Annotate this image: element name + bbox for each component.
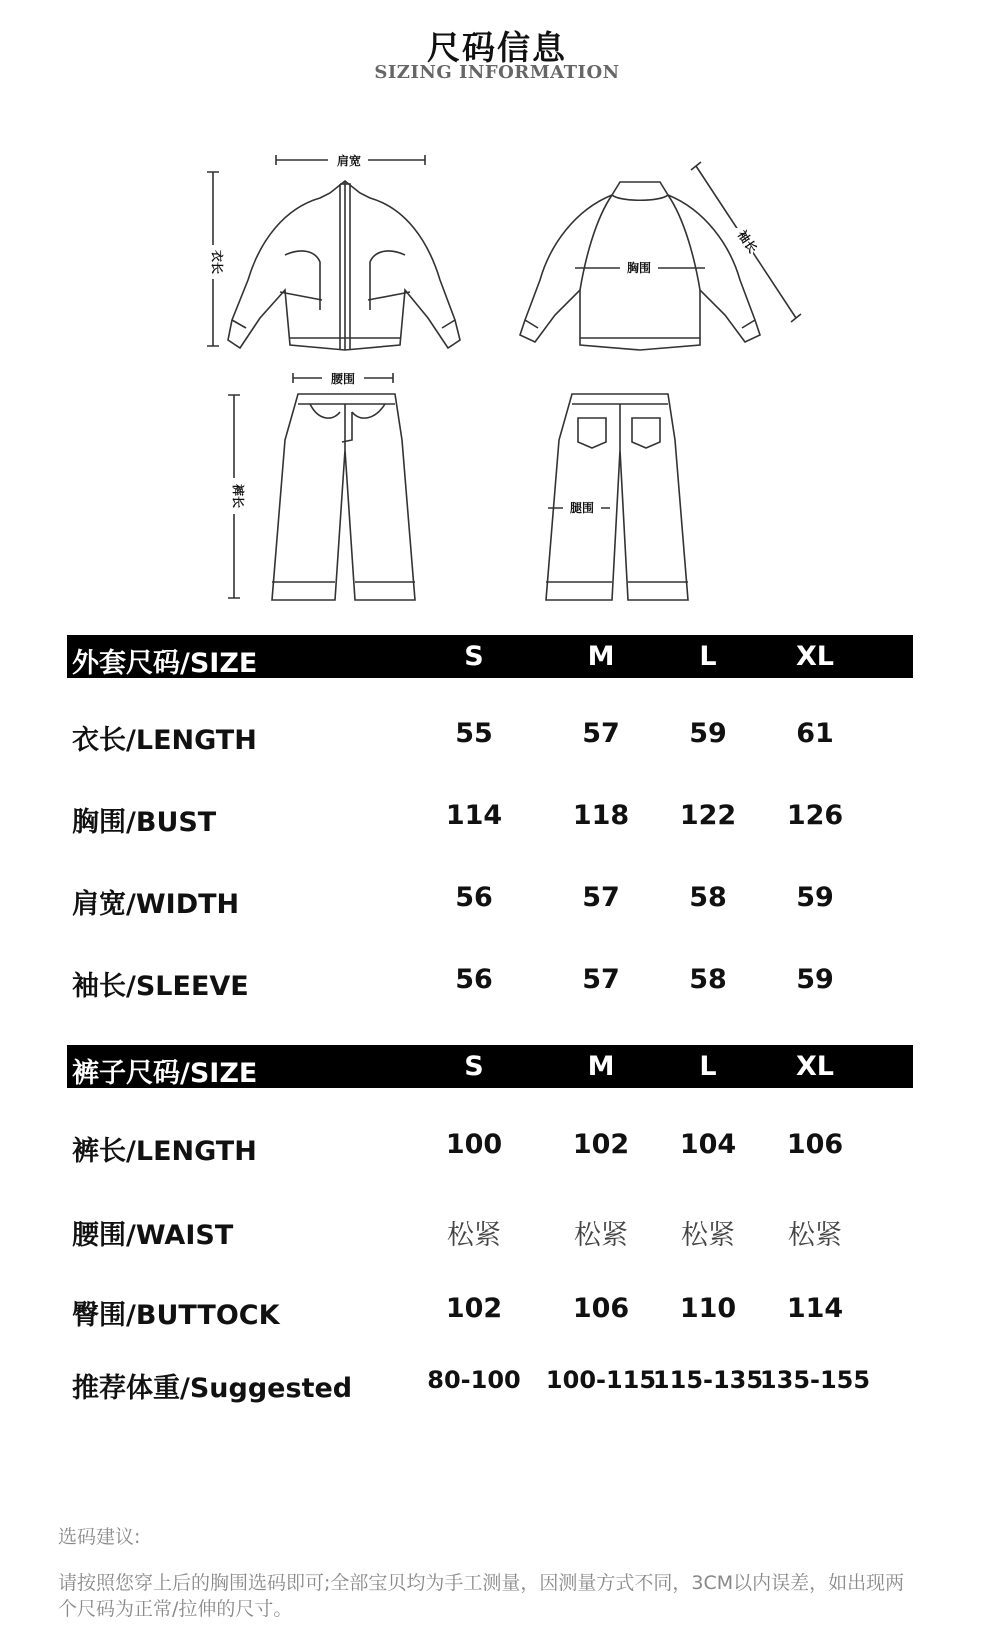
pants-length-label: 裤长 [231, 483, 245, 509]
size-m: M [587, 1051, 615, 1082]
cell-value: 80-100 [427, 1366, 521, 1394]
cell-value: 106 [572, 1293, 630, 1324]
size-s: S [464, 1051, 484, 1082]
cell-value: 61 [796, 718, 834, 749]
cell-value: 59 [796, 964, 834, 995]
bust-label: 胸围 [626, 261, 652, 275]
row-label: 臀围/BUTTOCK [72, 1300, 280, 1331]
cell-value: 114 [445, 800, 503, 831]
cell-value: 100-115 [545, 1366, 657, 1394]
cell-value: 102 [572, 1129, 630, 1160]
garment-diagram [0, 150, 994, 630]
cell-value: 57 [582, 718, 620, 749]
waist-label: 腰围 [330, 372, 356, 386]
jacket-front-drawing [228, 181, 460, 350]
table-row [67, 882, 913, 922]
length-label: 衣长 [210, 249, 224, 275]
notes-title: 选码建议: [58, 1526, 141, 1548]
row-label: 袖长/SLEEVE [72, 971, 249, 1002]
cell-value: 118 [572, 800, 630, 831]
cell-value: 55 [455, 718, 493, 749]
table-row [67, 1293, 913, 1333]
cell-value: 135-155 [759, 1366, 871, 1394]
row-label: 腰围/WAIST [72, 1220, 234, 1251]
table-row [67, 1213, 913, 1253]
size-s: S [464, 641, 484, 672]
cell-value: 57 [582, 964, 620, 995]
cell-value: 114 [786, 1293, 844, 1324]
cell-value: 59 [689, 718, 727, 749]
cell-value: 100 [445, 1129, 503, 1160]
row-label: 衣长/LENGTH [72, 725, 257, 756]
size-xl: XL [795, 1051, 835, 1082]
pants-back-drawing [546, 394, 688, 600]
pants-size-header [67, 1045, 913, 1088]
cell-value: 59 [796, 882, 834, 913]
cell-value: 110 [679, 1293, 737, 1324]
cell-value: 126 [786, 800, 844, 831]
table-row [67, 800, 913, 840]
row-label: 裤长/LENGTH [72, 1136, 257, 1167]
cell-value: 115-135 [652, 1366, 764, 1394]
cell-value: 松紧 [788, 1220, 842, 1251]
cell-value: 松紧 [447, 1220, 501, 1251]
size-xl: XL [795, 641, 835, 672]
table-row [67, 718, 913, 758]
pants-header-label: 裤子尺码/SIZE [72, 1058, 258, 1089]
page-title: 尺码信息 [427, 28, 567, 67]
cell-value: 松紧 [681, 1220, 735, 1251]
table-row [67, 1129, 913, 1169]
shoulder-label: 肩宽 [336, 154, 362, 168]
table-row [67, 964, 913, 1004]
cell-value: 松紧 [574, 1220, 628, 1251]
notes-text: 请按照您穿上后的胸围选码即可;全部宝贝均为手工测量，因测量方式不同，3CM以内误差，如出现两个尺码为正常/拉伸的尺寸。 [58, 1572, 905, 1620]
thigh-label: 腿围 [569, 501, 595, 515]
cell-value: 58 [689, 964, 727, 995]
cell-value: 57 [582, 882, 620, 913]
sleeve-label: 袖长 [734, 227, 760, 256]
row-label: 肩宽/WIDTH [72, 889, 240, 920]
cell-value: 58 [689, 882, 727, 913]
jacket-size-header [67, 635, 913, 678]
table-row [67, 1366, 913, 1406]
cell-value: 56 [455, 964, 493, 995]
size-l: L [699, 641, 717, 672]
cell-value: 122 [679, 800, 737, 831]
cell-value: 102 [445, 1293, 503, 1324]
page-subtitle: SIZING INFORMATION [374, 62, 620, 83]
jacket-header-label: 外套尺码/SIZE [72, 648, 258, 679]
cell-value: 104 [679, 1129, 737, 1160]
row-label: 胸围/BUST [72, 807, 217, 838]
size-m: M [587, 641, 615, 672]
cell-value: 56 [455, 882, 493, 913]
size-l: L [699, 1051, 717, 1082]
cell-value: 106 [786, 1129, 844, 1160]
row-label: 推荐体重/Suggested [72, 1373, 353, 1404]
pants-front-drawing [272, 394, 415, 600]
